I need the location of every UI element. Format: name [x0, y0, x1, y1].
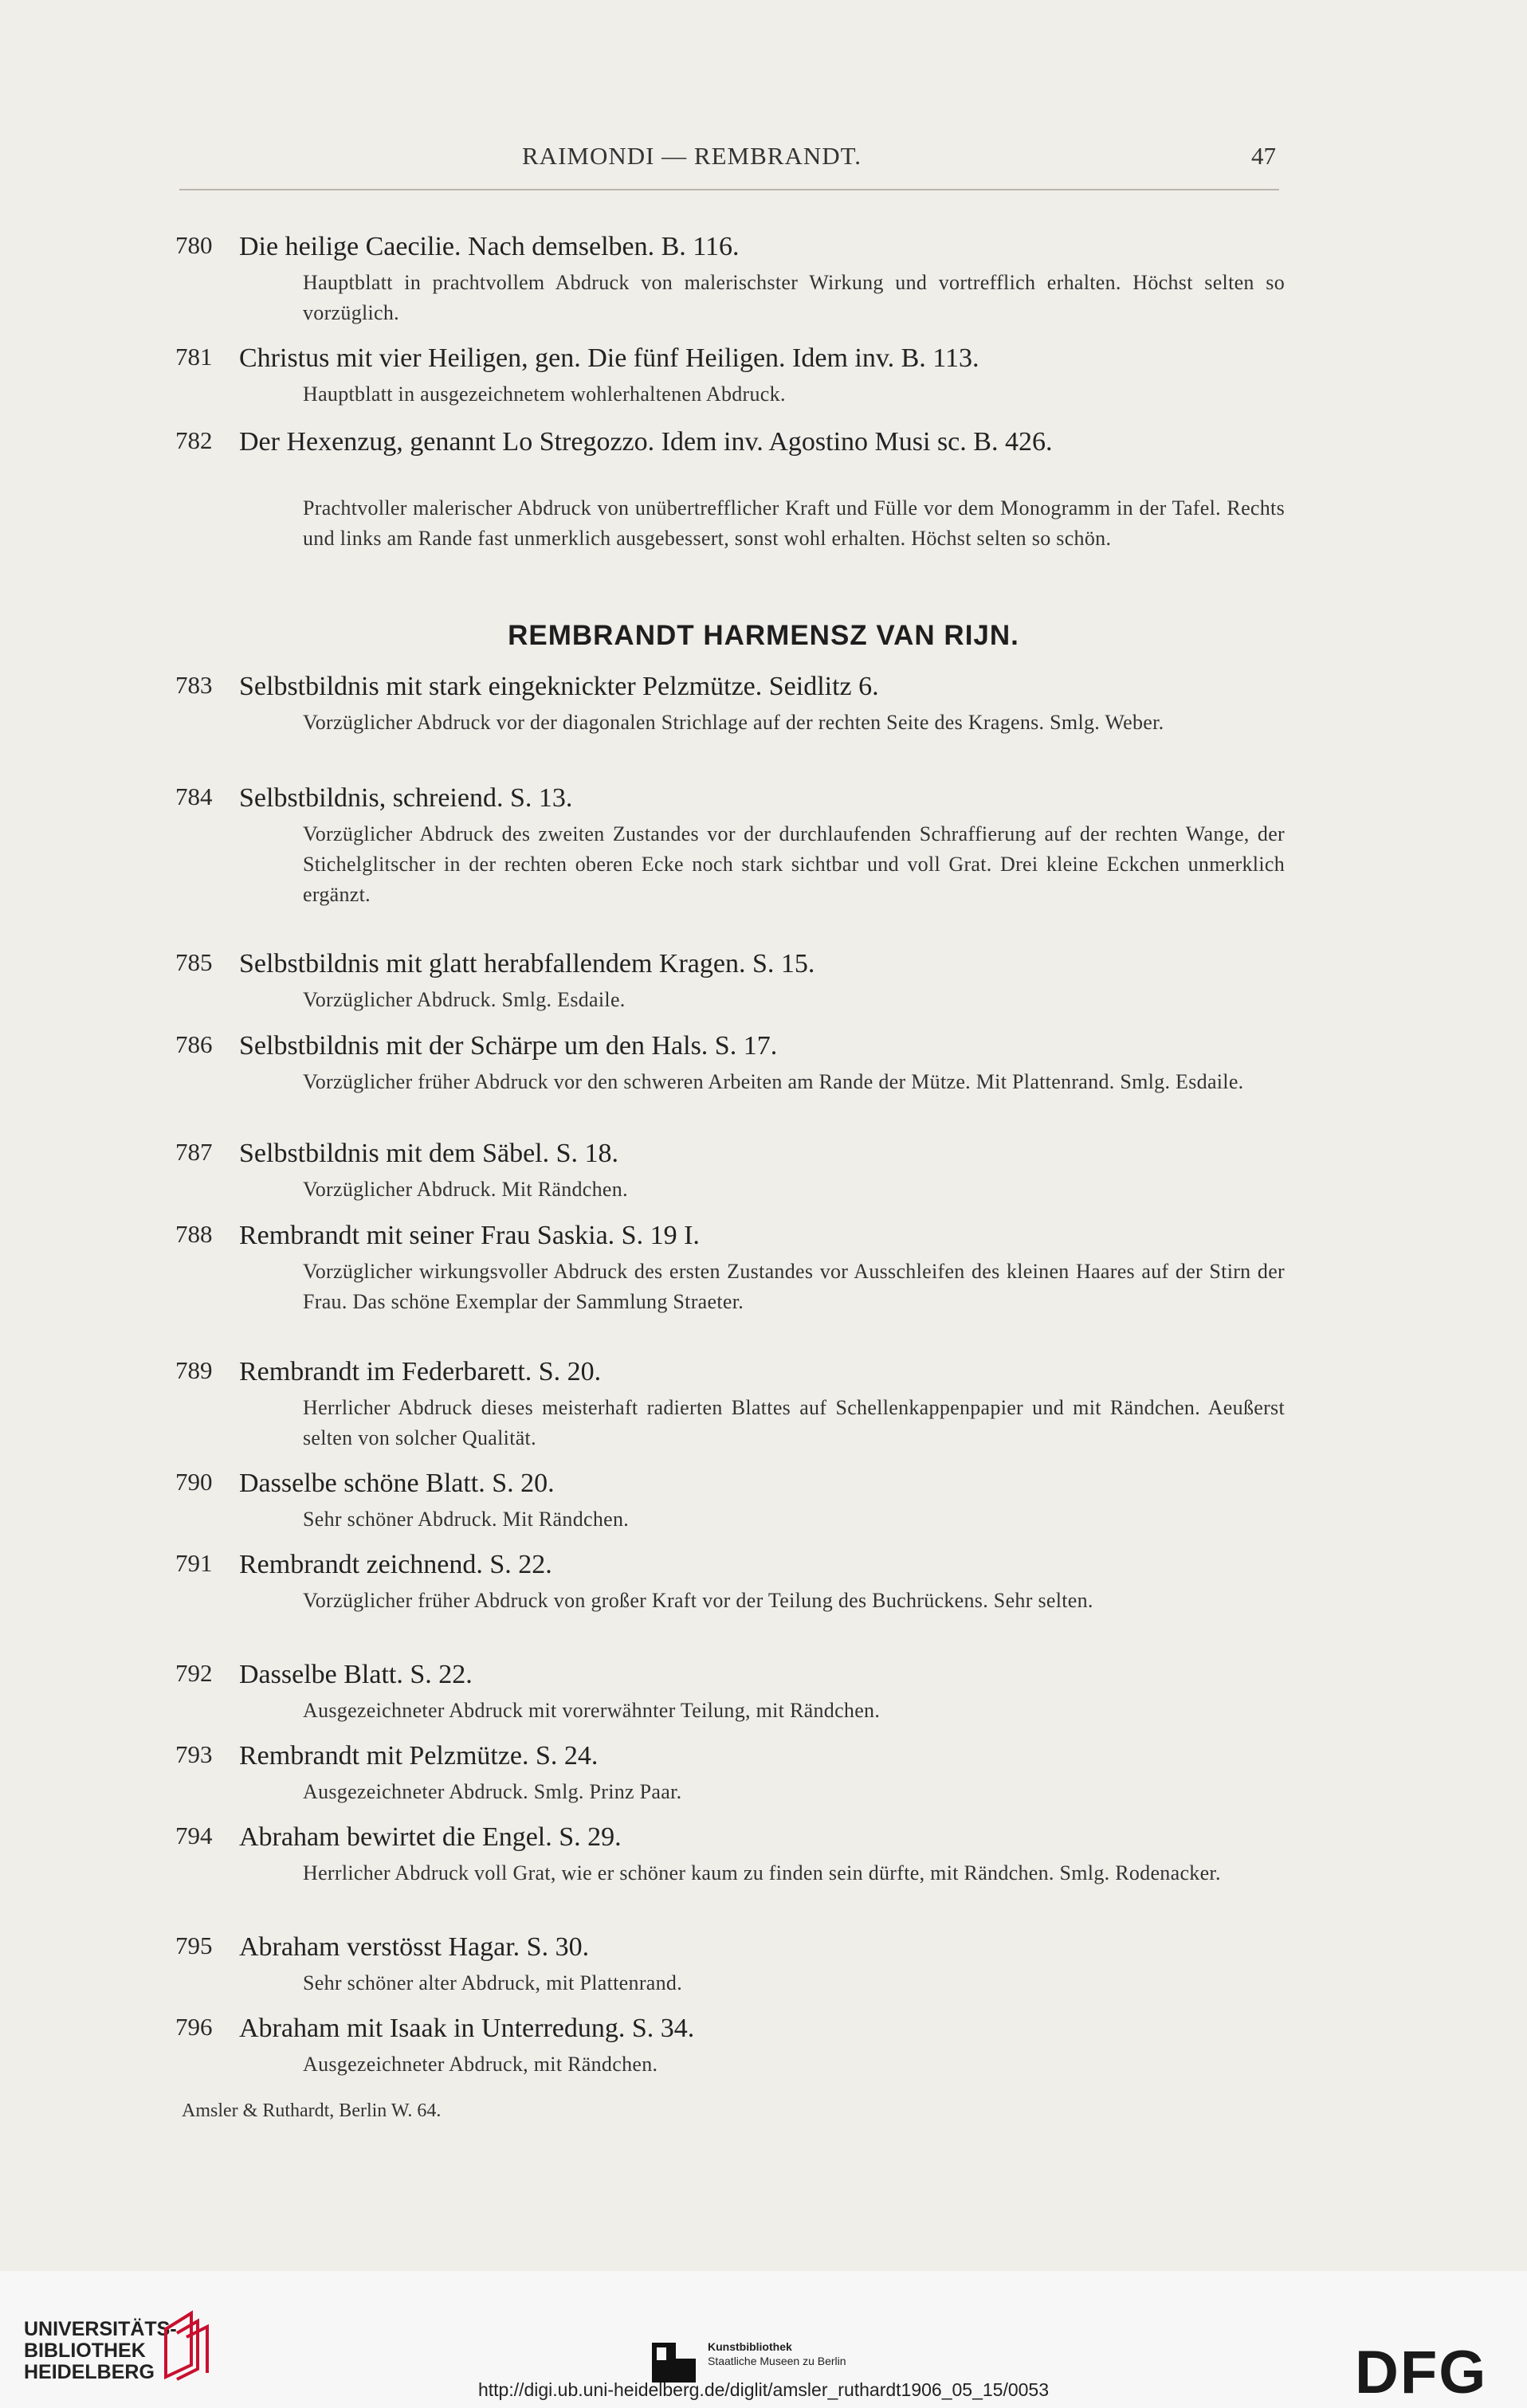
entry-heading: Rembrandt mit seiner Frau Saskia. S. 19 I.	[239, 1221, 700, 1250]
kb-subtitle: Staatliche Museen zu Berlin	[708, 2355, 846, 2367]
entry-number: 781	[175, 343, 213, 371]
entry-description: Vorzüglicher Abdruck. Mit Rändchen.	[303, 1178, 628, 1201]
entry-heading: Selbstbildnis mit dem Säbel. S. 18.	[239, 1139, 619, 1168]
entry-description: Sehr schöner alter Abdruck, mit Plattenrand.	[303, 1971, 683, 1994]
entry-description: Ausgezeichneter Abdruck mit vorerwähnter Teilung, mit Rändchen.	[303, 1699, 881, 1722]
digitization-footer	[0, 2271, 1527, 2408]
ub-line: HEIDELBERG	[24, 2361, 155, 2383]
entry-heading: Rembrandt mit Pelzmütze. S. 24.	[239, 1741, 599, 1771]
entry-number: 788	[175, 1220, 213, 1248]
header-rule	[179, 189, 1279, 190]
running-header	[0, 142, 1527, 182]
entry-heading: Selbstbildnis, schreiend. S. 13.	[239, 783, 573, 813]
entry-heading: Selbstbildnis mit der Schärpe um den Hals. S. 17.	[239, 1031, 778, 1061]
entry-description: Sehr schöner Abdruck. Mit Rändchen.	[303, 1508, 630, 1531]
entry-number: 791	[175, 1549, 213, 1577]
entry-heading: Der Hexenzug, genannt Lo Stregozzo. Idem inv. Agostino Musi sc. B. 426.	[239, 427, 1053, 457]
entry-heading: Dasselbe Blatt. S. 22.	[239, 1660, 473, 1689]
entry-heading: Abraham bewirtet die Engel. S. 29.	[239, 1822, 622, 1852]
entry-number: 783	[175, 671, 213, 699]
entry-number: 782	[175, 426, 213, 454]
entry-number: 785	[175, 948, 213, 976]
entry-description: Ausgezeichneter Abdruck, mit Rändchen.	[303, 2053, 658, 2076]
entry-heading: Abraham verstösst Hagar. S. 30.	[239, 1932, 590, 1962]
entry-heading: Rembrandt zeichnend. S. 22.	[239, 1550, 552, 1579]
entry-heading: Rembrandt im Federbarett. S. 20.	[239, 1357, 602, 1386]
entry-description: Vorzüglicher früher Abdruck von großer Kraft vor der Teilung des Buchrückens. Sehr selten.	[303, 1589, 1093, 1612]
entry-number: 790	[175, 1468, 213, 1496]
kunstbibliothek-logo-icon	[652, 2343, 696, 2383]
entry-description: Vorzüglicher Abdruck. Smlg. Esdaile.	[303, 988, 626, 1011]
page-number: 47	[1251, 142, 1276, 170]
entry-heading: Abraham mit Isaak in Unterredung. S. 34.	[239, 2014, 695, 2043]
entry-description: Vorzüglicher Abdruck des zweiten Zustandes vor der durchlaufenden Schraffierung auf der rechten Wange, der Stichelglitscher in der rechten oberen Ecke noch stark sichtbar und voll Grat. Drei kleine Eckchen unmerklich ergänzt.	[303, 822, 1285, 906]
entry-number: 786	[175, 1030, 213, 1058]
entry-description: Vorzüglicher wirkungsvoller Abdruck des ersten Zustandes vor Ausschleifen des kleinen Haares auf der Stirn der Frau. Das schöne Exemplar der Sammlung Straeter.	[303, 1260, 1285, 1313]
running-title: RAIMONDI — REMBRANDT.	[522, 142, 862, 170]
permalink-url[interactable]: http://digi.ub.uni-heidelberg.de/diglit/amsler_ruthardt1906_05_15/0053	[477, 2379, 1050, 2400]
ub-line: UNIVERSITÄTS-	[24, 2318, 177, 2340]
entry-description: Hauptblatt in prachtvollem Abdruck von malerischster Wirkung und vortrefflich erhalten. Höchst selten so vorzüglich.	[303, 271, 1285, 324]
entry-heading: Selbstbildnis mit stark eingeknickter Pelzmütze. Seidlitz 6.	[239, 672, 879, 701]
entry-number: 792	[175, 1659, 213, 1687]
dfg-logo[interactable]: DFG	[1355, 2339, 1488, 2406]
entry-heading: Die heilige Caecilie. Nach demselben. B. 116.	[239, 232, 740, 261]
entry-number: 784	[175, 782, 213, 810]
entry-description: Herrlicher Abdruck dieses meisterhaft radierten Blattes auf Schellenkappenpapier und mit Rändchen. Aeußerst selten von solcher Qualität.	[303, 1396, 1285, 1449]
entry-number: 794	[175, 1822, 213, 1849]
entry-description: Vorzüglicher früher Abdruck vor den schweren Arbeiten am Rande der Mütze. Mit Plattenrand. Smlg. Esdaile.	[303, 1070, 1244, 1093]
entry-description: Vorzüglicher Abdruck vor der diagonalen Strichlage auf der rechten Seite des Kragens. Smlg. Weber.	[303, 711, 1164, 734]
entry-heading: Christus mit vier Heiligen, gen. Die fünf Heiligen. Idem inv. B. 113.	[239, 343, 979, 373]
entry-heading: Selbstbildnis mit glatt herabfallendem Kragen. S. 15.	[239, 949, 815, 978]
entry-number: 780	[175, 231, 213, 259]
ub-heidelberg-logo-icon	[159, 2309, 215, 2381]
ub-line: BIBLIOTHEK	[24, 2339, 146, 2362]
entry-number: 796	[175, 2013, 213, 2041]
printer-imprint: Amsler & Ruthardt, Berlin W. 64.	[182, 2100, 442, 2121]
kb-name: Kunstbibliothek	[708, 2340, 792, 2353]
kunstbibliothek-label[interactable]	[708, 2339, 846, 2368]
entry-description: Ausgezeichneter Abdruck. Smlg. Prinz Paar.	[303, 1780, 682, 1803]
entry-number: 789	[175, 1356, 213, 1384]
entry-heading: Dasselbe schöne Blatt. S. 20.	[239, 1469, 555, 1498]
entry-number: 795	[175, 1931, 213, 1959]
entry-number: 793	[175, 1740, 213, 1768]
entry-number: 787	[175, 1138, 213, 1166]
section-title: REMBRANDT HARMENSZ VAN RIJN.	[508, 620, 1019, 651]
ub-heidelberg-label[interactable]	[24, 2319, 177, 2383]
entry-description: Prachtvoller malerischer Abdruck von unübertrefflicher Kraft und Fülle vor dem Monogramm in der Tafel. Rechts und links am Rande fast unmerklich ausgebessert, sonst wohl erhalten. Höchst selten so schön.	[303, 496, 1285, 550]
entry-description: Herrlicher Abdruck voll Grat, wie er schöner kaum zu finden sein dürfte, mit Rändchen. Smlg. Rodenacker.	[303, 1861, 1221, 1884]
entry-description: Hauptblatt in ausgezeichnetem wohlerhaltenen Abdruck.	[303, 382, 786, 406]
